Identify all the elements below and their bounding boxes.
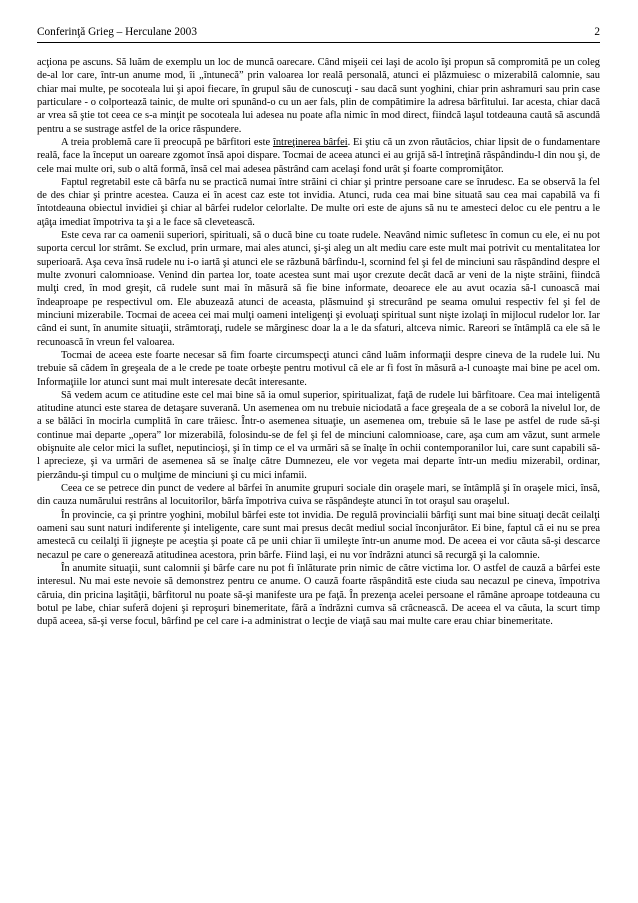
paragraph-4: Este ceva rar ca oamenii superiori, spirituali, să o ducă bine cu toate rudele. Neavând nimic sufletesc în comun cu ele, ei nu pot suporta cercul lor strâmt. Se exclud, prin urmare, mai ales atunci, şi-şi aleg un alt mediu care este mult mai potrivit cu mentalitatea lor superioară. Aşa ceva însă rudele nu i-o iartă şi atunci ele se răzbună bârfindu-l, scornind fel şi fel de minciuni sau răspândind despre el multe zvonuri calomnioase. Venind din partea lor, toate acestea sunt mai uşor crezute decât dacă ar veni de la nişte străini, fiindcă mulţi cred, în mod greşit, că rudele sunt mai în măsură să fie bine informate, deoarece ele au avut ocazia să-l cunoască mai îndeaproape pe respectivul om. Ele abuzează atunci de aceasta, plăsmuind şi strecurând pe seama omului respectiv fel şi fel de minciuni mizerabile. Tocmai de aceea cei mai mulţi oameni inteligenţi şi evoluaţi spiritual sunt nişte izolaţi în mijlocul rudelor lor. Iar când ei sunt, în anumite situaţii, strâmtoraţi, rudele se mărginesc doar la a le da sfaturi, altceva nimic. Rareori se întâmplă ca ele să le recunoască în vreun fel valoarea. (37, 230, 600, 348)
paragraph-1: acţiona pe ascuns. Să luăm de exemplu un loc de muncă oarecare. Când mişeii cei laşi de acolo îşi propun să compromită pe un coleg de-al lor care, într-un anume mod, îi „întunecă” prin valoarea lor reală personală, atunci ei plăzmuiesc o mizerabilă calomnie, sau chiar mai multe, pe socoteala lui şi apoi fiecare, în grupul său de cunoscuţi - sau dacă sunt yoghini, chiar prin ashramuri sau prin case particulare - o colportează tainic, de multe ori spunând-o cu un aer fals, plin de compătimire la adresa bârfitului. Iar acesta, chiar dacă ar vrea să ştie tot ceea ce s-a minţit pe socoteala lui adesea nu poate afla nimic în mod direct, fiindcă laşul totdeauna caută să ascundă pentru a se sustrage astfel de la orice răspundere. (37, 57, 600, 135)
underlined-phrase: întreţinerea bârfei (272, 136, 348, 148)
paragraph-9: În anumite situaţii, sunt calomnii şi bârfe care nu pot fi înlăturate prin nimic de către victima lor. O astfel de cauză a bârfei este interesul. Nu mai este nevoie să demonstrez pentru ce anume. O cauză foarte răspândită este ciuda sau necazul pe cineva, împotriva căruia, din pricina laşităţii, bârfitorul nu poate să-şi manifeste ura pe faţă. În prezenţa acelei persoane el rămâne aproape totdeauna cu botul pe labe, chiar suferă dojeni şi reproşuri binemeritate, fără a îndrăzni cumva să crâcnească. De aceea el va căuta, la scurt timp după aceea, să-şi verse focul, bârfind pe cel care i-a administrat o lecţie de viaţă sau mai multe care erau chiar binemeritate. (37, 562, 600, 628)
paragraph-8: În provincie, ca şi printre yoghini, mobilul bârfei este tot invidia. De regulă provincialii bârfiţi sunt mai bine situaţi decât ceilalţi oameni sau sunt naturi indiferente şi inteligente, care sunt mai presus decât mediul social înconjurător. Ei bine, faptul că ei nu se prea amestecă cu ceilalţi îi jigneşte pe aceştia şi poate că pe unii chiar îi umileşte într-un anume mod. De aceea ei vor căuta să-şi descarce necazul pe care o generează atitudinea acestora, prin bârfe. Fiind laşi, ei nu vor îndrăzni atunci să recurgă şi la calomnie. (37, 509, 600, 561)
paragraph-3: Faptul regretabil este că bârfa nu se practică numai între străini ci chiar şi printre persoane care se înrudesc. Ea se observă la fel de des chiar şi printre acestea. Cauza ei în acest caz este tot invidia. Atunci, ruda cea mai bine situată sau cea mai capabilă va fi întotdeauna obiectul invidiei şi chiar al bârfei rudelor celorlalte. De multe ori este de ajuns să nu te amesteci deloc cu ele pentru a le aţâţa imediat împotriva ta şi a le face să clevetească. (37, 176, 600, 228)
paragraph-2-end: . Ei ştiu că un zvon răutăcios, chiar lipsit de o fundamentare reală, face la început un oareare zgomot însă apoi dispare. Tocmai de aceea atunci ei au grijă să-l întreţină răspândindu-l din nou şi, de cele mai multe ori, sub o altă formă, însă cel mai adesea păstrând cam acelaşi fond urât şi foarte compromiţător. (37, 136, 600, 175)
paragraph-7: Ceea ce se petrece din punct de vedere al bârfei în anumite grupuri sociale din oraşele mari, se întâmplă şi în oraşele mici, însă, din cauza numărului restrâns al locuitorilor, bârfa împotriva cuiva se răspândeşte atunci în tot oraşul sau oraşelul. (37, 483, 600, 508)
paragraph-2 (37, 136, 600, 176)
page-header (37, 26, 600, 43)
paragraph-5: Tocmai de aceea este foarte necesar să fim foarte circumspecţi atunci când luăm informaţii despre cineva de la rudele lui. Nu trebuie să cădem în greşeala de a le crede pe toate orbeşte pentru motivul că ele ar fi fost în măsură a-l cunoaşte mai bine pe acel om. Informaţiile lor atunci sunt mai mult interesate decât interesante. (37, 349, 600, 388)
paragraph-6: Să vedem acum ce atitudine este cel mai bine să ia omul superior, spiritualizat, faţă de rudele lui bârfitoare. Cea mai inteligentă atitudine atunci este starea de detaşare suverană. Un asemenea om nu trebuie niciodată a face greşeala de a se coborâ la nivelul lor, de a se bălăci în mocirla cumplită în care trăiesc. Într-o asemenea situaţie, un asemenea om, trebuie să le lase pe astfel de rude să-şi continue mai departe „opera” lor mizerabilă, folosindu-se de fel şi fel de minciuni calomnioase, care, aşa cum am văzut, sunt armele obişnuite ale celor mici la suflet, neputincioşi, şi în timp ce el va urmări să se înalţe în ochii contemporanilor lui, care sunt capabili să-l aprecieze, şi va urmări de asemenea să se înalţe către Dumnezeu, ele vor vegeta mai departe într-un mediu mizerabil, ordinar, pierzându-şi timpul cu o mulţime de minciuni şi cu mici infamii. (37, 389, 600, 481)
header-title: Conferinţă Grieg – Herculane 2003 (37, 26, 197, 38)
paragraph-2-start: A treia problemă care îi preocupă pe bârfitori este (61, 136, 273, 148)
page-number: 2 (594, 26, 600, 38)
document-body (37, 56, 600, 628)
document-page (37, 26, 600, 628)
